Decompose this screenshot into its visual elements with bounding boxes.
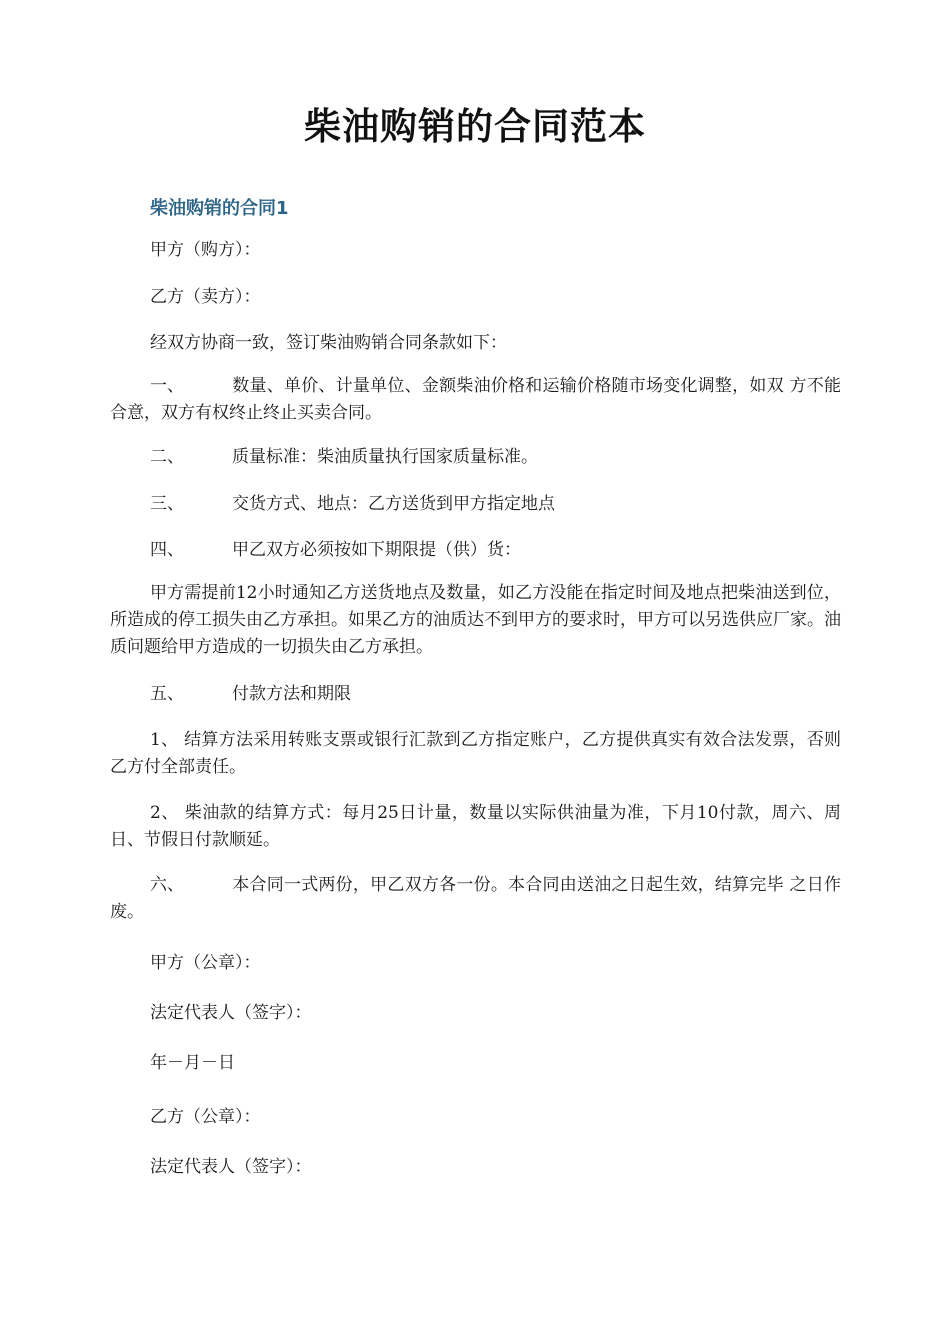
clause-6-number: 六、 <box>150 875 184 895</box>
signing-date-line: 年－月－日 <box>150 1053 235 1073</box>
party-b-seal-line: 乙方（公章）： <box>150 1107 261 1127</box>
clause-3-number: 三、 <box>150 494 184 514</box>
clause-3 <box>150 493 555 515</box>
clause-4 <box>150 539 521 561</box>
payment-term-1: 1、 结算方法采用转账支票或银行汇款到乙方指定账户，乙方提供真实有效合法发票，否则乙方付全部责任。 <box>110 730 841 777</box>
clause-3-text: 交货方式、地点：乙方送货到甲方指定地点 <box>232 494 555 514</box>
clause-4-number: 四、 <box>150 540 184 560</box>
clause-4-text: 甲乙双方必须按如下期限提（供）货： <box>232 540 521 560</box>
clause-4-detail: 甲方需提前12小时通知乙方送货地点及数量，如乙方没能在指定时间及地点把柴油送到位，所造成的停工损失由乙方承担。如果乙方的油质达不到甲方的要求时，甲方可以另选供应厂家。油质问题给甲方造成的一切损失由乙方承担。 <box>110 583 841 657</box>
intro-line: 经双方协商一致，签订柴油购销合同条款如下： <box>150 333 507 353</box>
clause-6-text: 本合同一式两份，甲乙双方各一份。本合同由送油之日起生效，结算完毕 之日作废。 <box>110 875 841 922</box>
clause-1 <box>110 373 841 427</box>
party-b-line: 乙方（卖方）： <box>150 287 261 307</box>
clause-2 <box>150 446 538 468</box>
clause-2-number: 二、 <box>150 447 184 467</box>
clause-1-text: 数量、单价、计量单位、金额柴油价格和运输价格随市场变化调整，如双 方不能合意，双方有权终止终止买卖合同。 <box>110 376 841 423</box>
clause-5-text: 付款方法和期限 <box>232 684 351 704</box>
section-heading: 柴油购销的合同1 <box>150 198 289 219</box>
party-a-representative-line: 法定代表人（签字）： <box>150 1003 312 1023</box>
party-b-representative-line: 法定代表人（签字）： <box>150 1157 312 1177</box>
party-a-seal-line: 甲方（公章）： <box>150 953 261 973</box>
clause-5-number: 五、 <box>150 684 184 704</box>
party-a-line: 甲方（购方）： <box>150 240 261 260</box>
clause-5 <box>150 683 351 705</box>
payment-term-2: 2、 柴油款的结算方式：每月25日计量，数量以实际供油量为准，下月10付款，周六、周日、节假日付款顺延。 <box>110 803 841 850</box>
clause-2-text: 质量标准：柴油质量执行国家质量标准。 <box>232 447 538 467</box>
document-title: 柴油购销的合同范本 <box>304 105 646 148</box>
clause-6 <box>110 872 841 926</box>
clause-1-number: 一、 <box>150 376 184 396</box>
